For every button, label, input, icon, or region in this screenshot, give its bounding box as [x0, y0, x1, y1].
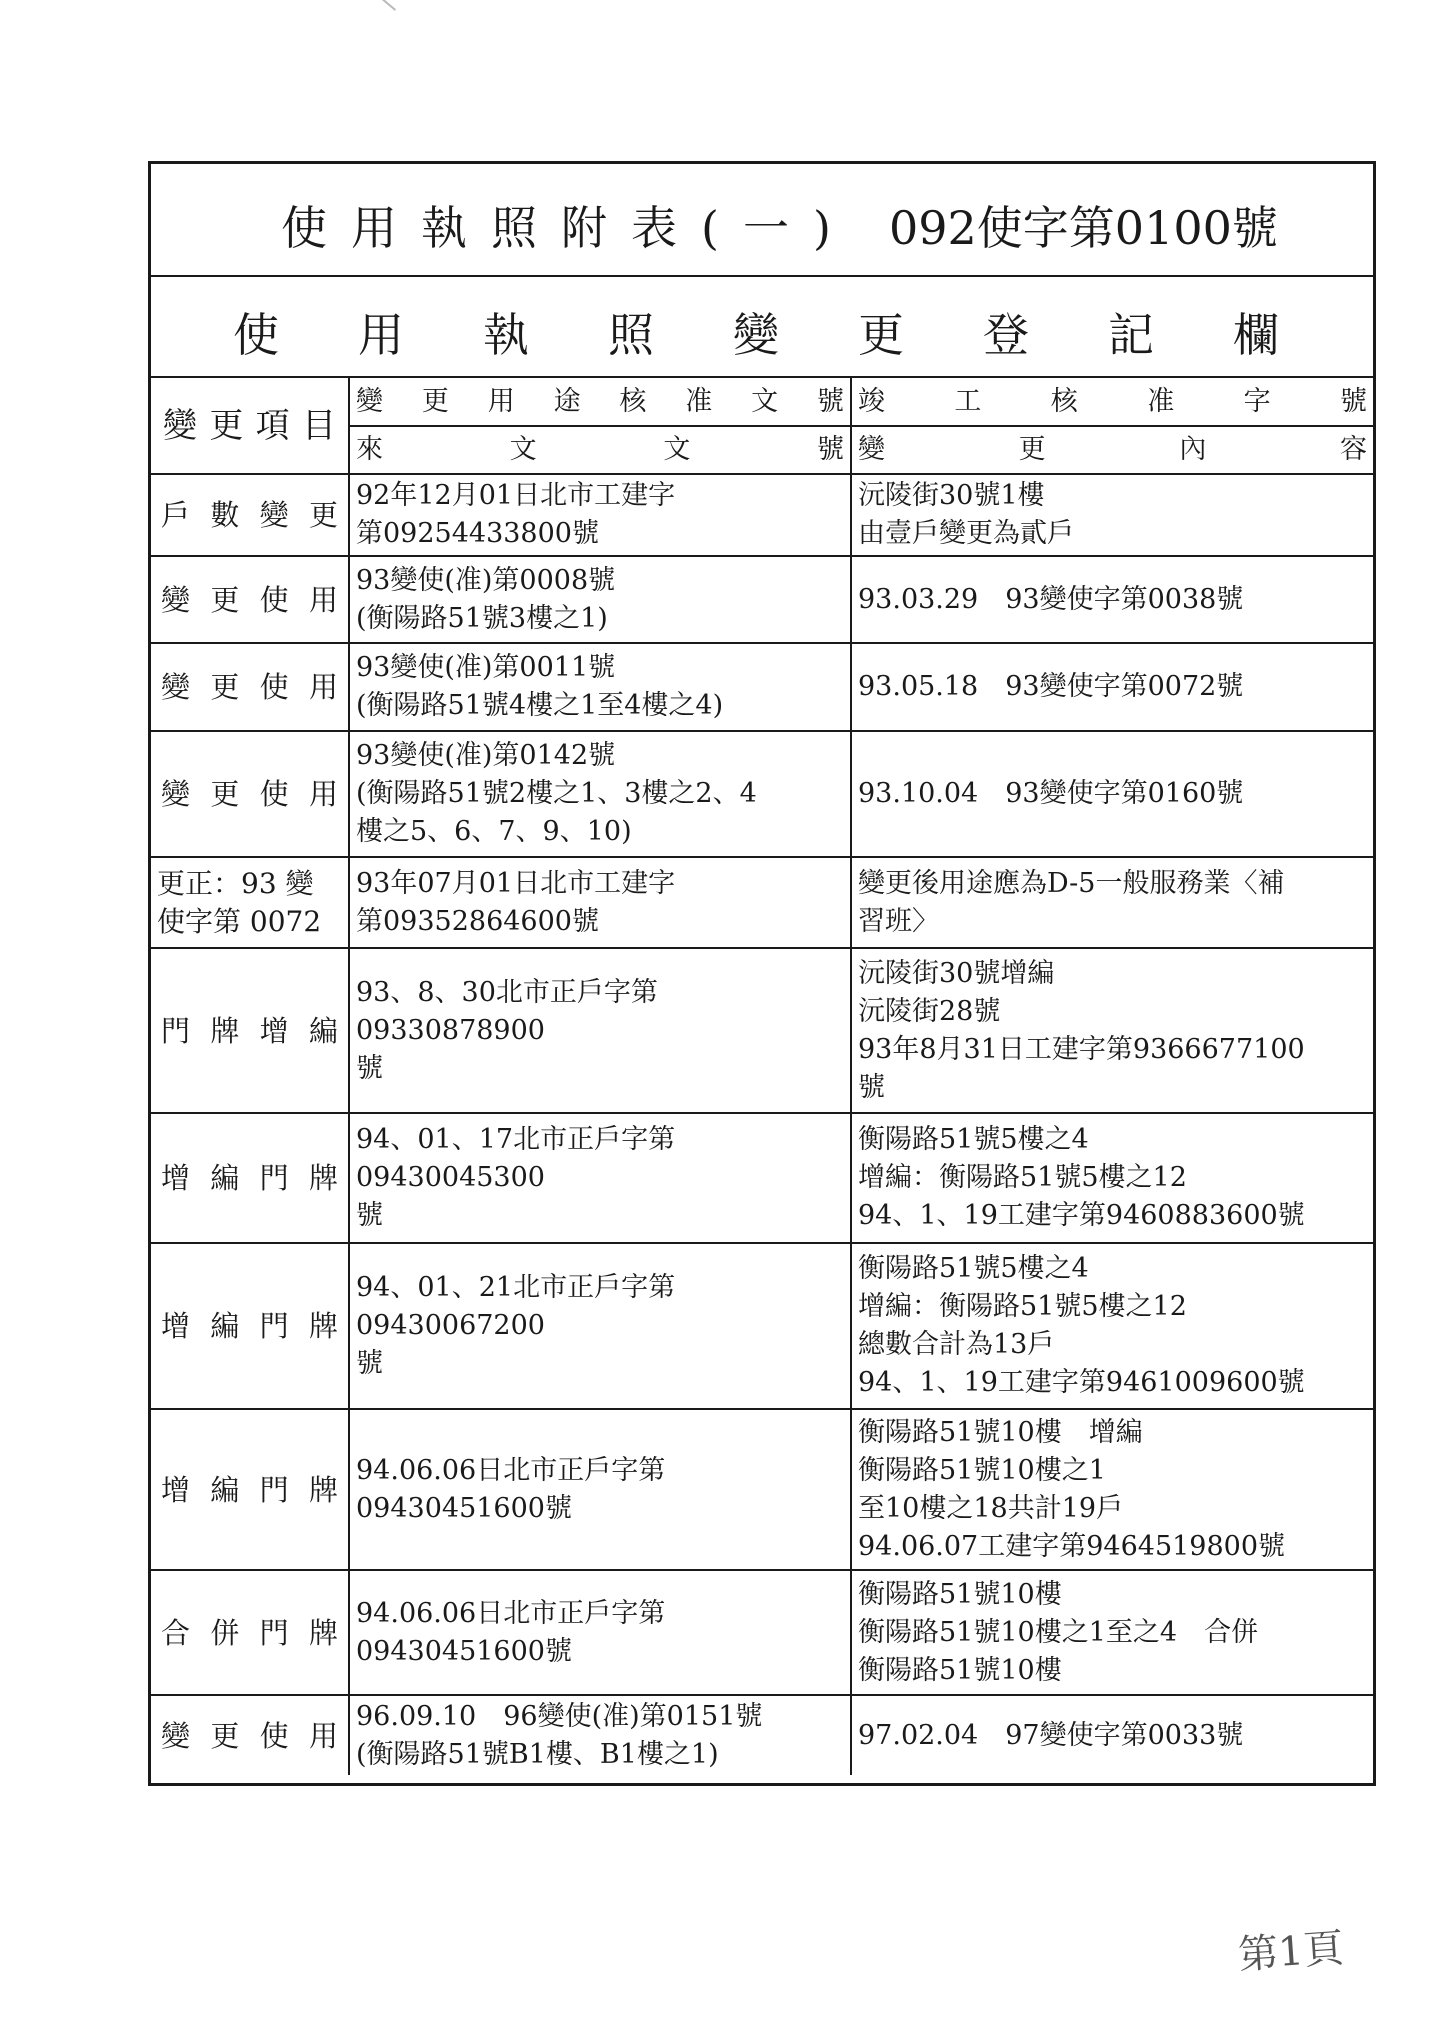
- table-row: [151, 1570, 1373, 1695]
- license-number: 092使字第0100號: [889, 201, 1278, 255]
- change-content: 沅陵街30號增編 沅陵街28號 93年8月31日工建字第9366677100 號: [851, 948, 1373, 1113]
- document-number: 93變使(准)第0142號 (衡陽路51號2樓之1、3樓之2、4 樓之5、6、7、9、10): [349, 731, 851, 857]
- subtitle-char: 用: [358, 308, 404, 362]
- document-number: 94.06.06日北市正戶字第 09430451600號: [349, 1570, 851, 1695]
- table-row: [151, 1243, 1373, 1409]
- subtitle-char: 執: [483, 308, 529, 362]
- subtitle-char: 更: [858, 308, 904, 362]
- document-title: 使用執照附表(一): [281, 201, 855, 255]
- document-number: 93變使(准)第0008號 (衡陽路51號3樓之1): [349, 556, 851, 643]
- document-number: 94、01、21北市正戶字第09430067200 號: [349, 1243, 851, 1409]
- page-number-note: 第1頁: [1236, 1925, 1346, 1979]
- table-row: [151, 1695, 1373, 1775]
- change-content: 衡陽路51號5樓之4 增編：衡陽路51號5樓之12 總數合計為13戶 94、1、19工建字第9461009600號: [851, 1243, 1373, 1409]
- change-content: 變更後用途應為D-5一般服務業〈補 習班〉: [851, 857, 1373, 948]
- subtitle-char: 欄: [1233, 308, 1279, 362]
- change-item: 合併門牌: [151, 1570, 349, 1695]
- subtitle-char: 記: [1108, 308, 1154, 362]
- subtitle-char: 變: [733, 308, 779, 362]
- change-content: 93.03.29 93變使字第0038號: [851, 556, 1373, 643]
- header-row: [151, 378, 1373, 426]
- change-item: 變更使用: [151, 731, 349, 857]
- table-row: [151, 1113, 1373, 1243]
- header-approval-no: 變更用途核准文號: [349, 378, 851, 426]
- scan-mark: [378, 0, 396, 11]
- document-number: 96.09.10 96變使(准)第0151號 (衡陽路51號B1樓、B1樓之1): [349, 1695, 851, 1775]
- subtitle-char: 照: [608, 308, 654, 362]
- change-content: 97.02.04 97變使字第0033號: [851, 1695, 1373, 1775]
- table-row: [151, 948, 1373, 1113]
- change-item: 變更使用: [151, 643, 349, 731]
- subtitle-char: 使: [233, 308, 279, 362]
- document-number: 92年12月01日北市工建字 第09254433800號: [349, 474, 851, 556]
- change-content: 93.05.18 93變使字第0072號: [851, 643, 1373, 731]
- change-item: 更正：93 變 使字第 0072: [151, 857, 349, 948]
- license-attachment-sheet: [148, 161, 1376, 1786]
- change-content: 沅陵街30號1樓 由壹戶變更為貳戶: [851, 474, 1373, 556]
- table-row: [151, 731, 1373, 857]
- document-number: 93、8、30北市正戶字第09330878900 號: [349, 948, 851, 1113]
- document-number: 93變使(准)第0011號 (衡陽路51號4樓之1至4樓之4): [349, 643, 851, 731]
- change-item: 變更使用: [151, 556, 349, 643]
- change-content: 衡陽路51號5樓之4 增編：衡陽路51號5樓之12 94、1、19工建字第9460883600號: [851, 1113, 1373, 1243]
- change-item: 變更使用: [151, 1695, 349, 1775]
- change-item: 門牌增編: [151, 948, 349, 1113]
- table-row: [151, 643, 1373, 731]
- header-completion-no: 竣工核准字號: [851, 378, 1373, 426]
- document-number: 94.06.06日北市正戶字第 09430451600號: [349, 1409, 851, 1570]
- subtitle-char: 登: [983, 308, 1029, 362]
- header-change-content: 變更內容: [851, 426, 1373, 474]
- document-number: 94、01、17北市正戶字第09430045300 號: [349, 1113, 851, 1243]
- change-item: 戶數變更: [151, 474, 349, 556]
- title-row: [151, 164, 1373, 277]
- table-row: [151, 556, 1373, 643]
- table-row: [151, 857, 1373, 948]
- change-content: 衡陽路51號10樓 增編 衡陽路51號10樓之1 至10樓之18共計19戶 94.06.07工建字第9464519800號: [851, 1409, 1373, 1570]
- document-number: 93年07月01日北市工建字 第09352864600號: [349, 857, 851, 948]
- table-row: [151, 474, 1373, 556]
- change-item: 增編門牌: [151, 1113, 349, 1243]
- change-item: 增編門牌: [151, 1409, 349, 1570]
- change-log-table: [151, 378, 1373, 1775]
- change-item: 增編門牌: [151, 1243, 349, 1409]
- header-item: 變更項目: [151, 378, 349, 474]
- header-incoming-no: 來文文號: [349, 426, 851, 474]
- subtitle-row: [151, 277, 1373, 378]
- table-row: [151, 1409, 1373, 1570]
- change-content: 衡陽路51號10樓 衡陽路51號10樓之1至之4 合併 衡陽路51號10樓: [851, 1570, 1373, 1695]
- change-content: 93.10.04 93變使字第0160號: [851, 731, 1373, 857]
